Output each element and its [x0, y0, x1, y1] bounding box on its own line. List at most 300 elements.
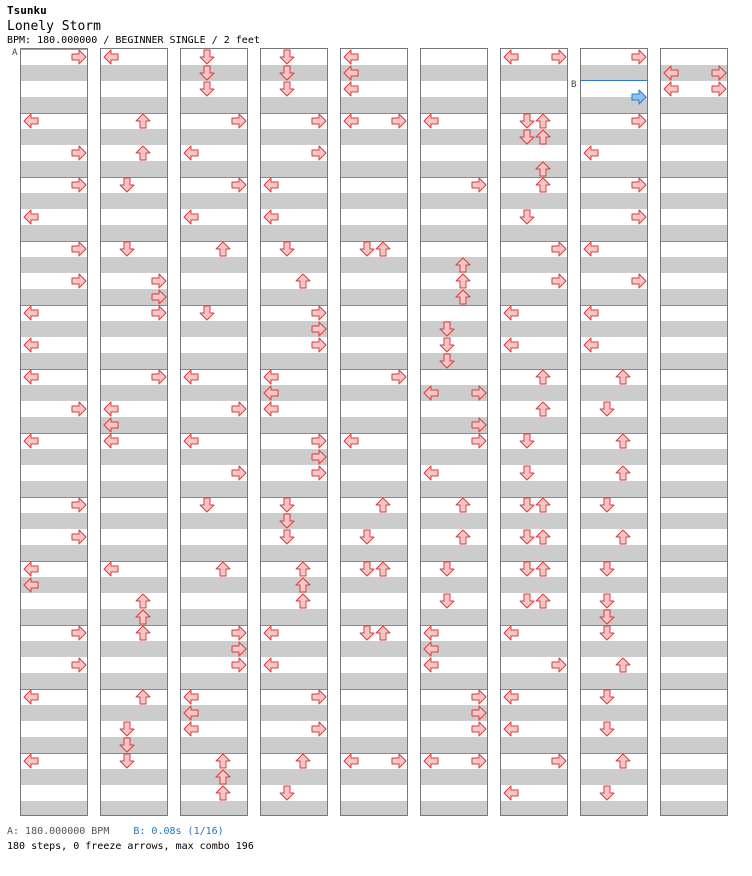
step-arrow-down-icon — [440, 562, 454, 576]
beat-band — [181, 513, 247, 529]
step-arrow-right-icon — [232, 466, 246, 480]
beat-band — [341, 769, 407, 785]
beat-band — [341, 545, 407, 561]
step-arrow-right-icon — [632, 210, 646, 224]
beat-band — [261, 385, 327, 401]
beat-band — [341, 513, 407, 529]
measure-line — [501, 369, 567, 370]
beat-band — [661, 481, 727, 497]
beat-band — [181, 97, 247, 113]
step-arrow-up-icon — [616, 466, 630, 480]
beat-band — [661, 641, 727, 657]
step-arrow-up-icon — [536, 498, 550, 512]
step-arrow-down-icon — [600, 786, 614, 800]
measure-line — [181, 305, 247, 306]
step-arrow-down-icon — [520, 466, 534, 480]
beat-band — [581, 65, 647, 81]
beat-band — [101, 225, 167, 241]
measure-line — [581, 177, 647, 178]
step-arrow-down-icon — [280, 786, 294, 800]
beat-band — [261, 577, 327, 593]
beat-band — [581, 385, 647, 401]
beat-band — [581, 353, 647, 369]
beat-band — [661, 417, 727, 433]
step-arrow-right-icon — [232, 626, 246, 640]
beat-band — [661, 737, 727, 753]
step-arrow-left-icon — [424, 466, 438, 480]
beat-band — [181, 65, 247, 81]
beat-band — [501, 481, 567, 497]
beat-band — [581, 673, 647, 689]
beat-band — [261, 161, 327, 177]
beat-band — [181, 225, 247, 241]
beat-band — [21, 257, 87, 273]
step-arrow-down-icon — [200, 498, 214, 512]
step-arrow-right-icon — [152, 306, 166, 320]
beat-band — [261, 225, 327, 241]
step-arrow-down-icon — [360, 530, 374, 544]
step-arrow-up-icon — [216, 562, 230, 576]
measure-line — [101, 433, 167, 434]
beat-band — [341, 161, 407, 177]
measure-line — [341, 241, 407, 242]
beat-band — [261, 257, 327, 273]
step-arrow-right-icon — [472, 178, 486, 192]
beat-band — [661, 801, 727, 816]
beat-band — [421, 417, 487, 433]
measure-line — [101, 689, 167, 690]
measure-line — [421, 561, 487, 562]
step-arrow-right-icon — [312, 338, 326, 352]
measure-line — [501, 689, 567, 690]
measure-line — [421, 113, 487, 114]
measure-line — [501, 433, 567, 434]
beat-band — [341, 481, 407, 497]
step-arrow-left-icon — [24, 690, 38, 704]
beat-band — [21, 577, 87, 593]
beat-band — [21, 65, 87, 81]
beat-band — [261, 417, 327, 433]
beat-band — [21, 449, 87, 465]
step-stats: 180 steps, 0 freeze arrows, max combo 196 — [7, 841, 254, 852]
step-arrow-right-icon — [472, 690, 486, 704]
step-arrow-right-icon — [312, 114, 326, 128]
measure-line — [501, 241, 567, 242]
measure-line — [101, 753, 167, 754]
beat-band — [581, 97, 647, 113]
step-arrow-right-icon — [392, 754, 406, 768]
beat-band — [501, 225, 567, 241]
step-arrow-down-icon — [520, 114, 534, 128]
beat-band — [261, 737, 327, 753]
beat-band — [101, 577, 167, 593]
measure-line — [661, 625, 727, 626]
measure-line — [501, 305, 567, 306]
step-arrow-down-icon — [120, 754, 134, 768]
step-arrow-right-icon — [632, 178, 646, 192]
measure-line — [501, 497, 567, 498]
beat-band — [581, 449, 647, 465]
measure-line — [421, 177, 487, 178]
measure-line — [421, 369, 487, 370]
step-arrow-down-icon — [120, 242, 134, 256]
step-arrow-down-icon — [600, 722, 614, 736]
step-arrow-right-icon — [472, 754, 486, 768]
step-arrow-left-icon — [504, 786, 518, 800]
measure-line — [21, 625, 87, 626]
beat-band — [21, 705, 87, 721]
beat-band — [181, 481, 247, 497]
measure-line — [421, 689, 487, 690]
measure-line — [101, 625, 167, 626]
beat-band — [581, 321, 647, 337]
measure-line — [21, 305, 87, 306]
measure-line — [21, 497, 87, 498]
step-arrow-left-icon — [344, 82, 358, 96]
step-arrow-left-icon — [584, 242, 598, 256]
measure-line — [261, 433, 327, 434]
step-arrow-down-icon — [200, 50, 214, 64]
beat-band — [341, 609, 407, 625]
beat-band — [101, 257, 167, 273]
step-arrow-up-icon — [296, 274, 310, 288]
chart-column-2 — [100, 48, 168, 816]
measure-line — [261, 561, 327, 562]
measure-line — [261, 689, 327, 690]
measure-line — [341, 177, 407, 178]
measure-line — [421, 625, 487, 626]
step-arrow-right-icon — [232, 114, 246, 128]
beat-band — [261, 641, 327, 657]
beat-band — [421, 545, 487, 561]
measure-line — [181, 241, 247, 242]
beat-band — [421, 321, 487, 337]
step-arrow-left-icon — [24, 754, 38, 768]
measure-line — [581, 497, 647, 498]
beat-band — [501, 769, 567, 785]
step-arrow-right-icon — [472, 434, 486, 448]
step-arrow-right-icon — [152, 370, 166, 384]
measure-line — [661, 113, 727, 114]
bpm-marker-a: A — [12, 48, 18, 58]
measure-line — [661, 497, 727, 498]
step-arrow-down-icon — [520, 594, 534, 608]
beat-band — [101, 673, 167, 689]
beat-band — [421, 193, 487, 209]
beat-band — [341, 321, 407, 337]
measure-line — [101, 177, 167, 178]
beat-band — [101, 289, 167, 305]
beat-band — [581, 289, 647, 305]
beat-band — [341, 417, 407, 433]
step-arrow-right-icon — [552, 658, 566, 672]
beat-band — [661, 769, 727, 785]
step-arrow-up-icon — [536, 402, 550, 416]
step-arrow-up-icon — [296, 754, 310, 768]
measure-line — [661, 369, 727, 370]
step-arrow-up-icon — [216, 754, 230, 768]
beat-band — [101, 161, 167, 177]
measure-line — [261, 177, 327, 178]
beat-band — [661, 353, 727, 369]
measure-line — [661, 177, 727, 178]
beat-band — [181, 289, 247, 305]
step-arrow-right-icon — [312, 690, 326, 704]
step-arrow-left-icon — [504, 690, 518, 704]
step-arrow-right-icon — [712, 82, 726, 96]
beat-band — [261, 97, 327, 113]
measure-line — [101, 241, 167, 242]
measure-line — [661, 753, 727, 754]
step-arrow-down-icon — [440, 594, 454, 608]
beat-band — [581, 129, 647, 145]
beat-band — [661, 705, 727, 721]
measure-line — [501, 113, 567, 114]
beat-band — [261, 609, 327, 625]
chart-column-7 — [500, 48, 568, 816]
beat-band — [181, 193, 247, 209]
step-arrow-left-icon — [24, 370, 38, 384]
measure-line — [181, 113, 247, 114]
step-arrow-left-icon — [344, 754, 358, 768]
step-arrow-right-icon — [72, 274, 86, 288]
measure-line — [181, 369, 247, 370]
step-arrow-right-icon — [72, 530, 86, 544]
beat-band — [421, 641, 487, 657]
measure-line — [341, 305, 407, 306]
beat-band — [501, 705, 567, 721]
measure-line — [581, 433, 647, 434]
measure-line — [261, 241, 327, 242]
step-arrow-up-icon — [456, 530, 470, 544]
beat-band — [21, 353, 87, 369]
measure-line — [101, 113, 167, 114]
beat-band — [101, 801, 167, 816]
step-arrow-right-icon — [232, 178, 246, 192]
step-arrow-up-icon — [536, 530, 550, 544]
beat-band — [661, 289, 727, 305]
beat-band — [21, 641, 87, 657]
beat-band — [341, 65, 407, 81]
beat-band — [261, 513, 327, 529]
step-arrow-left-icon — [264, 658, 278, 672]
measure-line — [421, 497, 487, 498]
beat-band — [501, 193, 567, 209]
step-arrow-down-icon — [280, 530, 294, 544]
beat-band — [261, 129, 327, 145]
measure-line — [261, 305, 327, 306]
step-arrow-left-icon — [24, 210, 38, 224]
beat-band — [421, 769, 487, 785]
beat-band — [21, 801, 87, 816]
beat-band — [501, 673, 567, 689]
step-arrow-right-icon — [632, 114, 646, 128]
stop-marker-b: B — [571, 80, 577, 90]
step-arrow-down-icon — [520, 498, 534, 512]
beat-band — [501, 577, 567, 593]
measure-line — [21, 561, 87, 562]
beat-band — [21, 161, 87, 177]
step-arrow-down-icon — [280, 242, 294, 256]
beat-band — [341, 705, 407, 721]
measure-line — [181, 497, 247, 498]
measure-line — [261, 113, 327, 114]
beat-band — [101, 641, 167, 657]
beat-band — [661, 225, 727, 241]
measure-line — [661, 433, 727, 434]
beat-band — [501, 641, 567, 657]
step-arrow-up-icon — [616, 658, 630, 672]
measure-line — [181, 433, 247, 434]
step-arrow-right-icon — [72, 178, 86, 192]
measure-line — [261, 625, 327, 626]
beat-band — [101, 97, 167, 113]
step-arrow-right-icon — [312, 146, 326, 160]
beat-band — [181, 577, 247, 593]
beat-band — [421, 129, 487, 145]
measure-line — [341, 369, 407, 370]
song-artist: Tsunku — [7, 4, 47, 17]
step-arrow-left-icon — [264, 178, 278, 192]
measure-line — [581, 689, 647, 690]
step-arrow-down-icon — [520, 530, 534, 544]
beat-band — [421, 385, 487, 401]
beat-band — [581, 609, 647, 625]
beat-band — [181, 161, 247, 177]
beat-band — [341, 385, 407, 401]
step-arrow-up-icon — [216, 786, 230, 800]
beat-band — [421, 353, 487, 369]
beat-band — [21, 97, 87, 113]
step-arrow-left-icon — [264, 370, 278, 384]
beat-band — [341, 97, 407, 113]
step-arrow-left-icon — [424, 754, 438, 768]
beat-band — [101, 609, 167, 625]
beat-band — [21, 673, 87, 689]
step-arrow-left-icon — [184, 690, 198, 704]
step-arrow-right-icon — [632, 274, 646, 288]
beat-band — [101, 449, 167, 465]
beat-band — [181, 321, 247, 337]
beat-band — [21, 769, 87, 785]
step-arrow-left-icon — [24, 114, 38, 128]
measure-line — [421, 241, 487, 242]
beat-band — [421, 577, 487, 593]
beat-band — [101, 513, 167, 529]
beat-band — [501, 545, 567, 561]
step-arrow-down-icon — [520, 434, 534, 448]
beat-band — [181, 257, 247, 273]
step-arrow-right-icon — [552, 274, 566, 288]
step-arrow-right-icon — [232, 658, 246, 672]
step-arrow-left-icon — [504, 722, 518, 736]
beat-band — [581, 641, 647, 657]
beat-band — [581, 801, 647, 816]
beat-band — [101, 385, 167, 401]
beat-band — [101, 769, 167, 785]
beat-band — [261, 449, 327, 465]
beat-band — [421, 513, 487, 529]
step-arrow-up-icon — [616, 434, 630, 448]
measure-line — [341, 753, 407, 754]
beat-band — [341, 353, 407, 369]
beat-band — [181, 353, 247, 369]
beat-band — [421, 225, 487, 241]
beat-band — [581, 193, 647, 209]
beat-band — [501, 161, 567, 177]
step-arrow-left-icon — [344, 434, 358, 448]
beat-band — [21, 481, 87, 497]
measure-line — [501, 561, 567, 562]
step-arrow-up-icon — [456, 498, 470, 512]
beat-band — [421, 481, 487, 497]
beat-band — [101, 705, 167, 721]
beat-band — [101, 129, 167, 145]
step-arrow-up-icon — [536, 562, 550, 576]
step-arrow-left-icon — [584, 146, 598, 160]
beat-band — [501, 321, 567, 337]
measure-line — [341, 561, 407, 562]
beat-band — [501, 65, 567, 81]
measure-line — [21, 177, 87, 178]
beat-band — [21, 417, 87, 433]
measure-line — [101, 305, 167, 306]
measure-line — [181, 177, 247, 178]
beat-band — [581, 577, 647, 593]
step-arrow-up-icon — [536, 594, 550, 608]
measure-line — [101, 497, 167, 498]
measure-line — [421, 433, 487, 434]
step-arrow-up-icon — [136, 114, 150, 128]
step-arrow-down-icon — [440, 338, 454, 352]
beat-band — [581, 545, 647, 561]
step-arrow-down-icon — [520, 562, 534, 576]
chart-column-5 — [340, 48, 408, 816]
beat-band — [661, 193, 727, 209]
step-arrow-left-icon — [504, 626, 518, 640]
beat-band — [501, 97, 567, 113]
beat-band — [501, 449, 567, 465]
step-arrow-up-icon — [136, 626, 150, 640]
beat-band — [181, 449, 247, 465]
step-arrow-up-icon — [216, 242, 230, 256]
measure-line — [581, 753, 647, 754]
step-arrow-left-icon — [184, 146, 198, 160]
beat-band — [181, 737, 247, 753]
step-arrow-left-icon — [184, 434, 198, 448]
step-arrow-down-icon — [600, 402, 614, 416]
beat-band — [341, 673, 407, 689]
step-arrow-left-icon — [504, 50, 518, 64]
step-arrow-up-icon — [616, 530, 630, 544]
step-arrow-left-icon — [184, 722, 198, 736]
bpm-legend — [7, 826, 224, 837]
beat-band — [501, 289, 567, 305]
beat-band — [661, 545, 727, 561]
beat-band — [421, 289, 487, 305]
step-arrow-left-icon — [584, 306, 598, 320]
step-arrow-right-icon — [312, 722, 326, 736]
step-arrow-up-icon — [376, 562, 390, 576]
step-arrow-left-icon — [24, 306, 38, 320]
bpm-change-line — [21, 49, 88, 50]
step-arrow-up-icon — [376, 498, 390, 512]
beat-band — [421, 257, 487, 273]
beat-band — [501, 385, 567, 401]
measure-line — [501, 753, 567, 754]
step-arrow-right-icon — [472, 722, 486, 736]
beat-band — [661, 129, 727, 145]
